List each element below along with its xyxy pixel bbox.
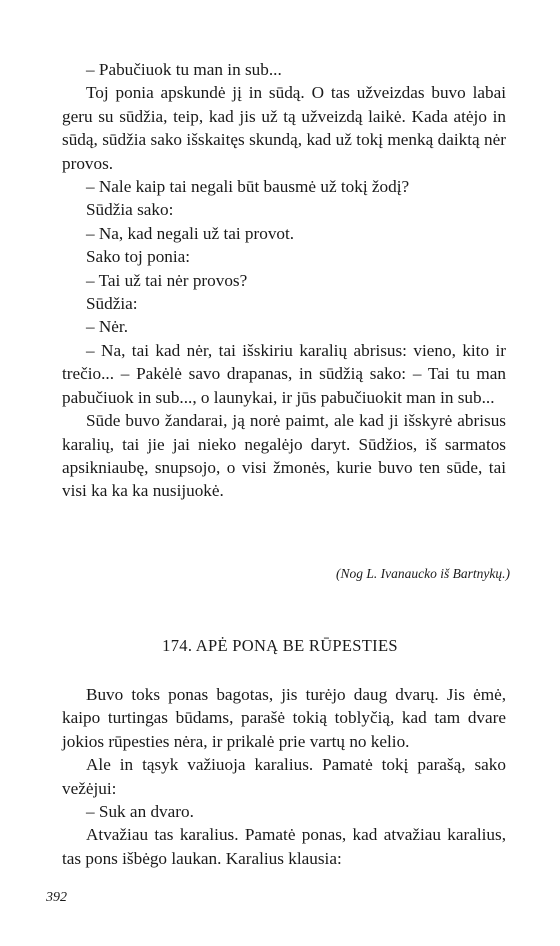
paragraph: Buvo toks ponas bagotas, jis turėjo daug dvarų. Jis ėmė, kaipo turtingas būdams, parašė tokią toblyčią, kad tam dvare jokios rūpesties nėra, ir prikalė prie vartų no kelio. <box>62 685 506 751</box>
paragraph: – Suk an dvaro. <box>86 802 194 822</box>
story-body <box>62 683 506 870</box>
paragraph: Ale in tąsyk važiuoja karalius. Pamatė tokį parašą, sako vežėjui: <box>62 755 506 798</box>
paragraph: – Tai už tai nėr provos? <box>86 270 248 290</box>
paragraph: Sūdžia sako: <box>86 200 174 220</box>
paragraph: – Na, kad negali už tai provot. <box>86 223 295 243</box>
source-attribution: (Nog L. Ivanaucko iš Bartnykų.) <box>336 566 510 581</box>
paragraph: – Nale kaip tai negali būt bausmė už tokį žodį? <box>86 177 410 197</box>
paragraph: – Nėr. <box>86 317 129 337</box>
paragraph: Sūde buvo žandarai, ją norė paimt, ale kad ji išskyrė abrisus karalių, tai jie jai nieko negalėjo daryt. Sūdžios, iš sarmatos apsikniaubę, snupsojo, o visi žmonės, kurie buvo ten sūde, tai visi ka ka ka nusijuokė. <box>62 411 506 501</box>
page-number: 392 <box>46 890 67 905</box>
story-heading: 174. APĖ PONĄ BE RŪPESTIES <box>162 636 398 655</box>
paragraph: – Pabučiuok tu man in sub... <box>86 60 282 79</box>
paragraph: Toj ponia apskundė jį in sūdą. O tas užveizdas buvo labai geru su sūdžia, teip, kad jis už tą užveizdą laikė. Kada atėjo in sūdą, sūdžia sako išskaitęs skundą, kad už tokį menką daiktą nėr provos. <box>62 83 506 173</box>
paragraph: Sako toj ponia: <box>86 247 191 267</box>
paragraph: Sūdžia: <box>86 294 138 314</box>
story-body <box>62 58 506 503</box>
paragraph: – Na, tai kad nėr, tai išskiriu karalių abrisus: vieno, kito ir trečio... – Pakėlė savo drapanas, in sūdžią sako: – Tai tu man pabučiuok in sub..., o launykai, ir jūs pabučiuokit man in sub... <box>62 340 506 407</box>
paragraph: Atvažiau tas karalius. Pamatė ponas, kad atvažiau karalius, tas pons išbėgo laukan. Karalius klausia: <box>62 825 506 868</box>
